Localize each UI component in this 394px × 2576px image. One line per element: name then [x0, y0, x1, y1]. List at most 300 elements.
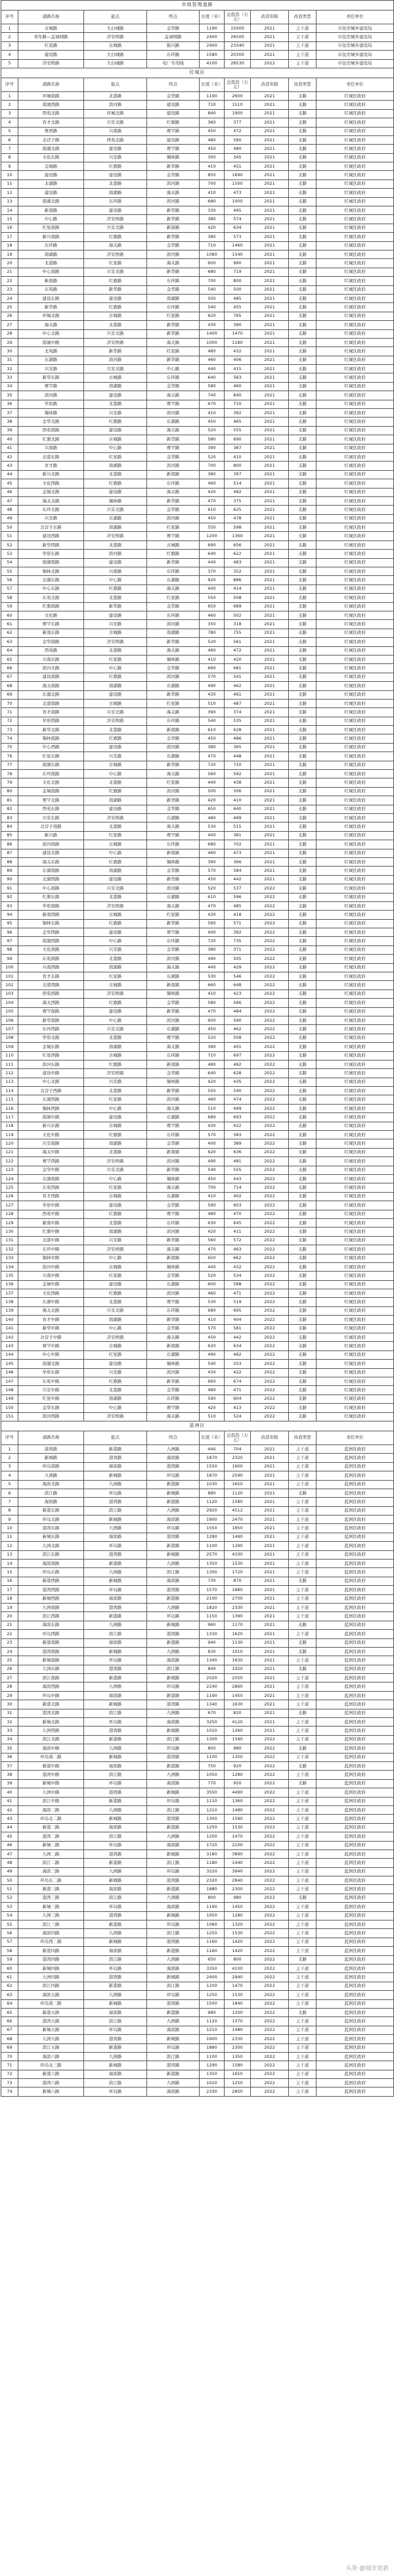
table-cell: 450: [200, 514, 225, 523]
table-cell: 港湾北路: [18, 1709, 84, 1717]
table-cell: 主干道: [289, 1938, 317, 1946]
table-row: [1, 1542, 394, 1550]
table-cell: 119: [1, 1131, 18, 1139]
table-cell: 滨江路: [147, 1735, 200, 1744]
table-row: [1, 734, 394, 743]
table-cell: 海滨路: [147, 1841, 200, 1849]
table-cell: 济安桥路: [84, 215, 147, 224]
table-cell: 443: [225, 1175, 251, 1183]
table-cell: 2021: [251, 690, 289, 699]
table-cell: 支路: [289, 875, 317, 884]
table-cell: 104: [1, 999, 18, 1007]
table-cell: 红城区政府: [317, 770, 394, 778]
table-cell: 2022: [251, 1762, 289, 1771]
table-cell: 蓝洲区政府: [317, 1991, 394, 1999]
table-cell: 572: [225, 1236, 251, 1245]
table-cell: 支路: [289, 382, 317, 391]
table-cell: 红城区政府: [317, 999, 394, 1007]
table-cell: 137: [1, 1289, 18, 1298]
table-row: [1, 540, 394, 549]
table-cell: 17: [1, 1586, 18, 1594]
table-cell: 2021: [251, 462, 289, 470]
table-cell: 2021: [251, 857, 289, 866]
table-cell: 105: [1, 1007, 18, 1016]
table-cell: 北港路: [84, 1218, 147, 1227]
table-cell: 红城区政府: [317, 1175, 394, 1183]
table-cell: 2021: [251, 682, 289, 690]
table-cell: 33: [1, 1727, 18, 1735]
table-cell: 新港西路: [18, 1577, 84, 1585]
table-cell: 560: [200, 770, 225, 778]
table-cell: 支路: [289, 101, 317, 109]
table-cell: 红城区政府: [317, 963, 394, 972]
table-cell: 滨河路: [147, 787, 200, 796]
table-cell: 主干道: [289, 1929, 317, 1938]
table-row: [1, 523, 394, 532]
table-cell: 学府东路: [18, 550, 84, 558]
table-cell: 99: [1, 955, 18, 963]
table-cell: 红城区政府: [317, 567, 394, 576]
table-cell: 2021: [251, 312, 289, 320]
table-cell: 金华路: [147, 241, 200, 250]
table-cell: 港湾五路: [18, 2017, 84, 2026]
table-cell: 新城北路: [18, 1718, 84, 1727]
table-cell: 700: [200, 179, 225, 188]
table-row: [1, 1947, 394, 1955]
column-header: 改造年限: [251, 1431, 289, 1444]
table-cell: 57: [1, 1938, 18, 1946]
table-cell: 赛罕北路: [18, 796, 84, 805]
table-cell: 410: [200, 655, 225, 663]
table-cell: 红城区政府: [317, 1368, 394, 1377]
table-cell: 31: [1, 356, 18, 364]
table-cell: 53: [1, 550, 18, 558]
table-cell: 主干道: [289, 2061, 317, 2070]
table-cell: 海关路: [147, 584, 200, 593]
table-cell: 540: [200, 717, 225, 725]
table-cell: 24: [1, 294, 18, 302]
table-cell: 支路: [289, 1709, 317, 1717]
table-cell: 2022: [251, 1903, 289, 1911]
table-cell: 红城区政府: [317, 1316, 394, 1324]
table-cell: 红城区政府: [317, 373, 394, 382]
table-cell: 蓝洲区政府: [317, 2079, 394, 2087]
table-cell: 695: [225, 1306, 251, 1315]
table-cell: 1630: [225, 1656, 251, 1665]
table-cell: 红城区政府: [317, 162, 394, 171]
table-cell: 24: [1, 1647, 18, 1656]
table-cell: 2022: [251, 1280, 289, 1289]
table-row: [1, 51, 394, 59]
table-cell: 滨河路: [147, 409, 200, 417]
table-cell: 红城区政府: [317, 1377, 394, 1385]
table-row: [1, 1201, 394, 1210]
table-row: [1, 1192, 394, 1201]
table-cell: 新南路: [147, 726, 200, 734]
table-cell: 60: [1, 611, 18, 620]
table-cell: 3220: [200, 1867, 225, 1876]
table-cell: 蓝洲区政府: [317, 1542, 394, 1550]
table-cell: 北苑路: [18, 347, 84, 356]
table-cell: 主干道: [289, 1454, 317, 1462]
table-cell: 112: [1, 1069, 18, 1078]
table-cell: 红城区政府: [317, 1166, 394, 1174]
table-row: [1, 638, 394, 646]
table-cell: 600: [200, 1016, 225, 1024]
table-cell: 39: [1, 1779, 18, 1788]
table-cell: 4120: [225, 1718, 251, 1727]
table-cell: 兴南路: [84, 127, 147, 135]
table-cell: 596: [225, 893, 251, 901]
table-cell: 300: [200, 153, 225, 162]
table-cell: 360: [200, 118, 225, 127]
table-cell: 红城区政府: [317, 805, 394, 813]
table-cell: 建设北路: [18, 849, 84, 857]
table-cell: 支路: [289, 1762, 317, 1771]
table-cell: 455: [225, 303, 251, 312]
table-cell: 滨河路: [147, 673, 200, 681]
table-cell: 2022: [251, 990, 289, 998]
table-cell: 支路: [289, 1139, 317, 1148]
table-cell: 南湖路: [84, 189, 147, 197]
table-cell: 1390: [225, 1612, 251, 1621]
table-cell: 1160: [200, 1938, 225, 1946]
column-header: 总投资（万元）: [225, 78, 251, 91]
table-cell: 九洲路: [147, 1894, 200, 1902]
table-cell: 381: [225, 831, 251, 840]
table-row: [1, 1025, 394, 1034]
table-cell: 495: [225, 206, 251, 215]
table-cell: 5: [1, 1480, 18, 1489]
table-cell: 滨江路: [84, 1771, 147, 1779]
table-cell: 500: [200, 294, 225, 302]
table-cell: 主干道: [289, 1735, 317, 1744]
table-cell: 450: [200, 734, 225, 743]
table-cell: 滨江西路: [18, 1612, 84, 1621]
table-row: [1, 893, 394, 901]
table-cell: 1020: [225, 1665, 251, 1673]
header-row: [1, 1431, 394, 1444]
table-cell: 524: [225, 1412, 251, 1421]
table-cell: 红城区政府: [317, 523, 394, 532]
table-cell: 2021: [251, 602, 289, 611]
table-cell: 育才中路: [18, 1316, 84, 1324]
table-cell: 52: [1, 540, 18, 549]
table-cell: 海滨北路: [18, 1480, 84, 1489]
table-cell: 北营子东路: [18, 523, 84, 532]
table-cell: 东环南路: [18, 770, 84, 778]
table-cell: 主干道: [289, 1506, 317, 1515]
table-row: [1, 1333, 394, 1342]
table-cell: 海关路: [147, 646, 200, 655]
table-cell: 820: [225, 1709, 251, 1717]
table-cell: 2022: [251, 1060, 289, 1068]
table-cell: 2021: [251, 1621, 289, 1629]
table-cell: 海滨四路: [18, 1929, 84, 1938]
table-cell: 2240: [200, 1682, 225, 1691]
table-cell: 93: [1, 901, 18, 910]
table-row: [1, 1771, 394, 1779]
table-row: [1, 682, 394, 690]
table-cell: 南湖北路: [18, 1360, 84, 1368]
table-cell: 南湖中路: [18, 338, 84, 346]
table-cell: 2022: [251, 1218, 289, 1227]
table-cell: 环岛路: [147, 1744, 200, 1753]
table-cell: 红星路: [84, 1095, 147, 1104]
table-cell: 1880: [225, 1586, 251, 1594]
table-cell: 2021: [251, 611, 289, 620]
table-cell: 支路: [289, 347, 317, 356]
table-cell: 1100: [200, 1542, 225, 1550]
table-cell: 港湾路: [84, 1788, 147, 1797]
table-cell: 新港路: [84, 1674, 147, 1682]
table-cell: 支路: [289, 787, 317, 796]
table-cell: 448: [225, 752, 251, 761]
table-cell: 新港路: [147, 1638, 200, 1647]
table-cell: 红旗路: [84, 999, 147, 1007]
table-cell: 支路: [289, 1201, 317, 1210]
table-cell: 红城区政府: [317, 1262, 394, 1271]
table-cell: 锡林路: [147, 153, 200, 162]
table-cell: 环岛西路: [18, 1630, 84, 1638]
table-cell: 主干道: [289, 1876, 317, 1885]
table-cell: 蓝洲区政府: [317, 1612, 394, 1621]
table-cell: 600: [200, 259, 225, 268]
section-title: 市级管理道路: [1, 1, 394, 11]
table-cell: 主干道: [289, 1462, 317, 1471]
table-cell: 西苑北路: [18, 109, 84, 118]
table-cell: 海滨路: [84, 1885, 147, 1894]
table-cell: 新城东路: [18, 1533, 84, 1541]
table-cell: 中心路: [84, 1016, 147, 1024]
table-cell: 红旗中路: [18, 1228, 84, 1236]
table-row: [1, 787, 394, 796]
table-cell: 金华路: [147, 382, 200, 391]
table-cell: 499: [225, 1104, 251, 1112]
table-cell: 新南东路: [18, 629, 84, 637]
table-cell: 主干道: [289, 1823, 317, 1832]
table-cell: 济安桥路: [84, 1412, 147, 1421]
table-cell: 红城区政府: [317, 224, 394, 232]
table-row: [1, 778, 394, 787]
table-cell: 7: [1, 1498, 18, 1506]
table-cell: 2021: [251, 584, 289, 593]
table-cell: 460: [200, 611, 225, 620]
table-cell: 支路: [289, 506, 317, 514]
table-cell: 新港路: [147, 2070, 200, 2078]
table-cell: 东湖路: [84, 514, 147, 523]
table-cell: 红星东路: [18, 752, 84, 761]
table-cell: 380: [200, 743, 225, 751]
table-cell: 1080: [200, 250, 225, 258]
table-cell: 77: [1, 761, 18, 769]
table-cell: 2022: [251, 1025, 289, 1034]
table-row: [1, 1324, 394, 1333]
table-cell: 780: [200, 629, 225, 637]
table-cell: 北港路: [84, 778, 147, 787]
table-cell: 41: [1, 444, 18, 452]
table-row: [1, 347, 394, 356]
table-cell: 2: [1, 1454, 18, 1462]
table-cell: 485: [225, 294, 251, 302]
table-cell: 支路: [289, 664, 317, 673]
table-cell: 35: [1, 1744, 18, 1753]
table-cell: 蓝洲区政府: [317, 1735, 394, 1744]
table-cell: 18: [1, 1594, 18, 1603]
table-cell: 主干道: [289, 1867, 317, 1876]
table-cell: 400: [200, 584, 225, 593]
table-cell: 红城区政府: [317, 488, 394, 496]
table-cell: 43: [1, 1815, 18, 1823]
table-cell: 支路: [289, 1298, 317, 1306]
table-row: [1, 2052, 394, 2061]
table-cell: 2600: [225, 91, 251, 100]
table-cell: 红旗北路: [18, 435, 84, 444]
table-cell: 660: [200, 664, 225, 673]
column-header: 改造年限: [251, 11, 289, 24]
table-cell: 510: [200, 1104, 225, 1112]
table-cell: 124: [1, 1175, 18, 1183]
table-cell: 133: [1, 1254, 18, 1262]
table-cell: 港湾四路: [18, 1955, 84, 1964]
table-cell: 海滨路: [84, 1638, 147, 1647]
table-cell: 主干道: [289, 1911, 317, 1920]
table-cell: 130: [1, 1228, 18, 1236]
table-cell: 59: [1, 1955, 18, 1964]
table-cell: 2021: [251, 1462, 289, 1471]
table-cell: 环城北路: [84, 109, 147, 118]
table-cell: 2022: [251, 1412, 289, 1421]
table-cell: 800: [225, 277, 251, 285]
table-cell: 115: [1, 1095, 18, 1104]
table-cell: 红星路: [84, 1350, 147, 1359]
table-cell: 东环北路: [18, 506, 84, 514]
table-cell: 古城路: [18, 24, 84, 33]
table-cell: 35: [1, 391, 18, 400]
table-cell: 1020: [200, 1727, 225, 1735]
table-cell: 东环路: [147, 1306, 200, 1315]
table-cell: 505: [225, 955, 251, 963]
table-row: [1, 1060, 394, 1068]
table-cell: 670: [200, 1709, 225, 1717]
table-cell: 建设路: [84, 1360, 147, 1368]
table-cell: 红城区政府: [317, 179, 394, 188]
table-cell: 滨河路: [147, 1095, 200, 1104]
table-row: [1, 1306, 394, 1315]
table-cell: 蓝洲区政府: [317, 1815, 394, 1823]
table-cell: 支路: [289, 523, 317, 532]
table-cell: 102: [1, 981, 18, 990]
table-cell: 460: [200, 1289, 225, 1298]
table-cell: 支路: [289, 329, 317, 338]
table-cell: 2022: [251, 1955, 289, 1964]
table-cell: 580: [225, 135, 251, 144]
table-cell: 新港路: [147, 1885, 200, 1894]
table-cell: 蓝洲区政府: [317, 1999, 394, 2008]
table-cell: 支路: [289, 259, 317, 268]
table-row: [1, 2026, 394, 2034]
table-cell: 1190: [200, 91, 225, 100]
table-cell: 100: [1, 963, 18, 972]
table-cell: 500: [200, 787, 225, 796]
table-cell: 北港路: [84, 1148, 147, 1157]
table-cell: 东湖路: [147, 1025, 200, 1034]
table-cell: 2021: [251, 51, 289, 59]
table-cell: 蓝洲区政府: [317, 2026, 394, 2034]
table-cell: 孟禄园路: [147, 33, 200, 41]
table-cell: 建设东路: [18, 294, 84, 302]
table-cell: 滨河路: [147, 955, 200, 963]
table-cell: 红城区政府: [317, 145, 394, 153]
table-cell: 2: [1, 101, 18, 109]
table-cell: 支路: [289, 1245, 317, 1254]
table-row: [1, 2043, 394, 2052]
table-cell: 700: [200, 462, 225, 470]
table-cell: 410: [200, 990, 225, 998]
table-row: [1, 1788, 394, 1797]
table-cell: 古城路: [84, 312, 147, 320]
table-cell: 东湖路: [147, 972, 200, 981]
table-cell: 2022: [251, 1272, 289, 1280]
table-cell: 支路: [289, 1350, 317, 1359]
column-header: 序号: [1, 11, 18, 24]
table-cell: 2330: [225, 2035, 251, 2043]
table-cell: 2021: [251, 135, 289, 144]
table-cell: 510: [200, 699, 225, 707]
table-cell: 学府路: [18, 400, 84, 408]
table-cell: 金华路: [147, 1139, 200, 1148]
table-cell: 2021: [251, 787, 289, 796]
table-cell: 新华路: [147, 1087, 200, 1095]
table-cell: 中心东路: [18, 584, 84, 593]
table-cell: 72: [1, 2070, 18, 2078]
table-cell: 古城路: [84, 699, 147, 707]
table-cell: 30: [1, 347, 18, 356]
table-cell: 建设路: [84, 558, 147, 567]
table-cell: 支路: [289, 1289, 317, 1298]
table-cell: 8: [1, 1506, 18, 1515]
table-cell: 兴安南路: [18, 1139, 84, 1148]
table-cell: 39: [1, 426, 18, 435]
table-cell: 北港南路: [18, 699, 84, 707]
table-cell: 680: [200, 1306, 225, 1315]
table-cell: 2021: [251, 259, 289, 268]
table-cell: 3890: [225, 1849, 251, 1858]
table-cell: 新华中路: [18, 1324, 84, 1333]
table-cell: 支路: [289, 391, 317, 400]
table-cell: 2: [1, 33, 18, 41]
table-cell: 南湖中路: [18, 1113, 84, 1122]
table-cell: 118: [1, 1122, 18, 1130]
table-row: [1, 1911, 394, 1920]
table-row: [1, 1454, 394, 1462]
table-cell: 古城路: [84, 1262, 147, 1271]
table-cell: 462: [225, 1025, 251, 1034]
table-cell: 720: [200, 761, 225, 769]
table-cell: 514: [225, 479, 251, 488]
table-cell: 东环路: [147, 840, 200, 849]
table-cell: 1210: [200, 2026, 225, 2034]
table-cell: 蓝洲区政府: [317, 1656, 394, 1665]
table-cell: 新港东路: [18, 1506, 84, 1515]
table-cell: 新城西路: [18, 1594, 84, 1603]
table-cell: 438: [225, 778, 251, 787]
table-cell: 北港路: [84, 91, 147, 100]
table-cell: 海关路: [147, 1412, 200, 1421]
table-cell: 2022: [251, 1350, 289, 1359]
table-cell: 1020: [200, 2079, 225, 2087]
table-cell: 2920: [200, 1506, 225, 1515]
